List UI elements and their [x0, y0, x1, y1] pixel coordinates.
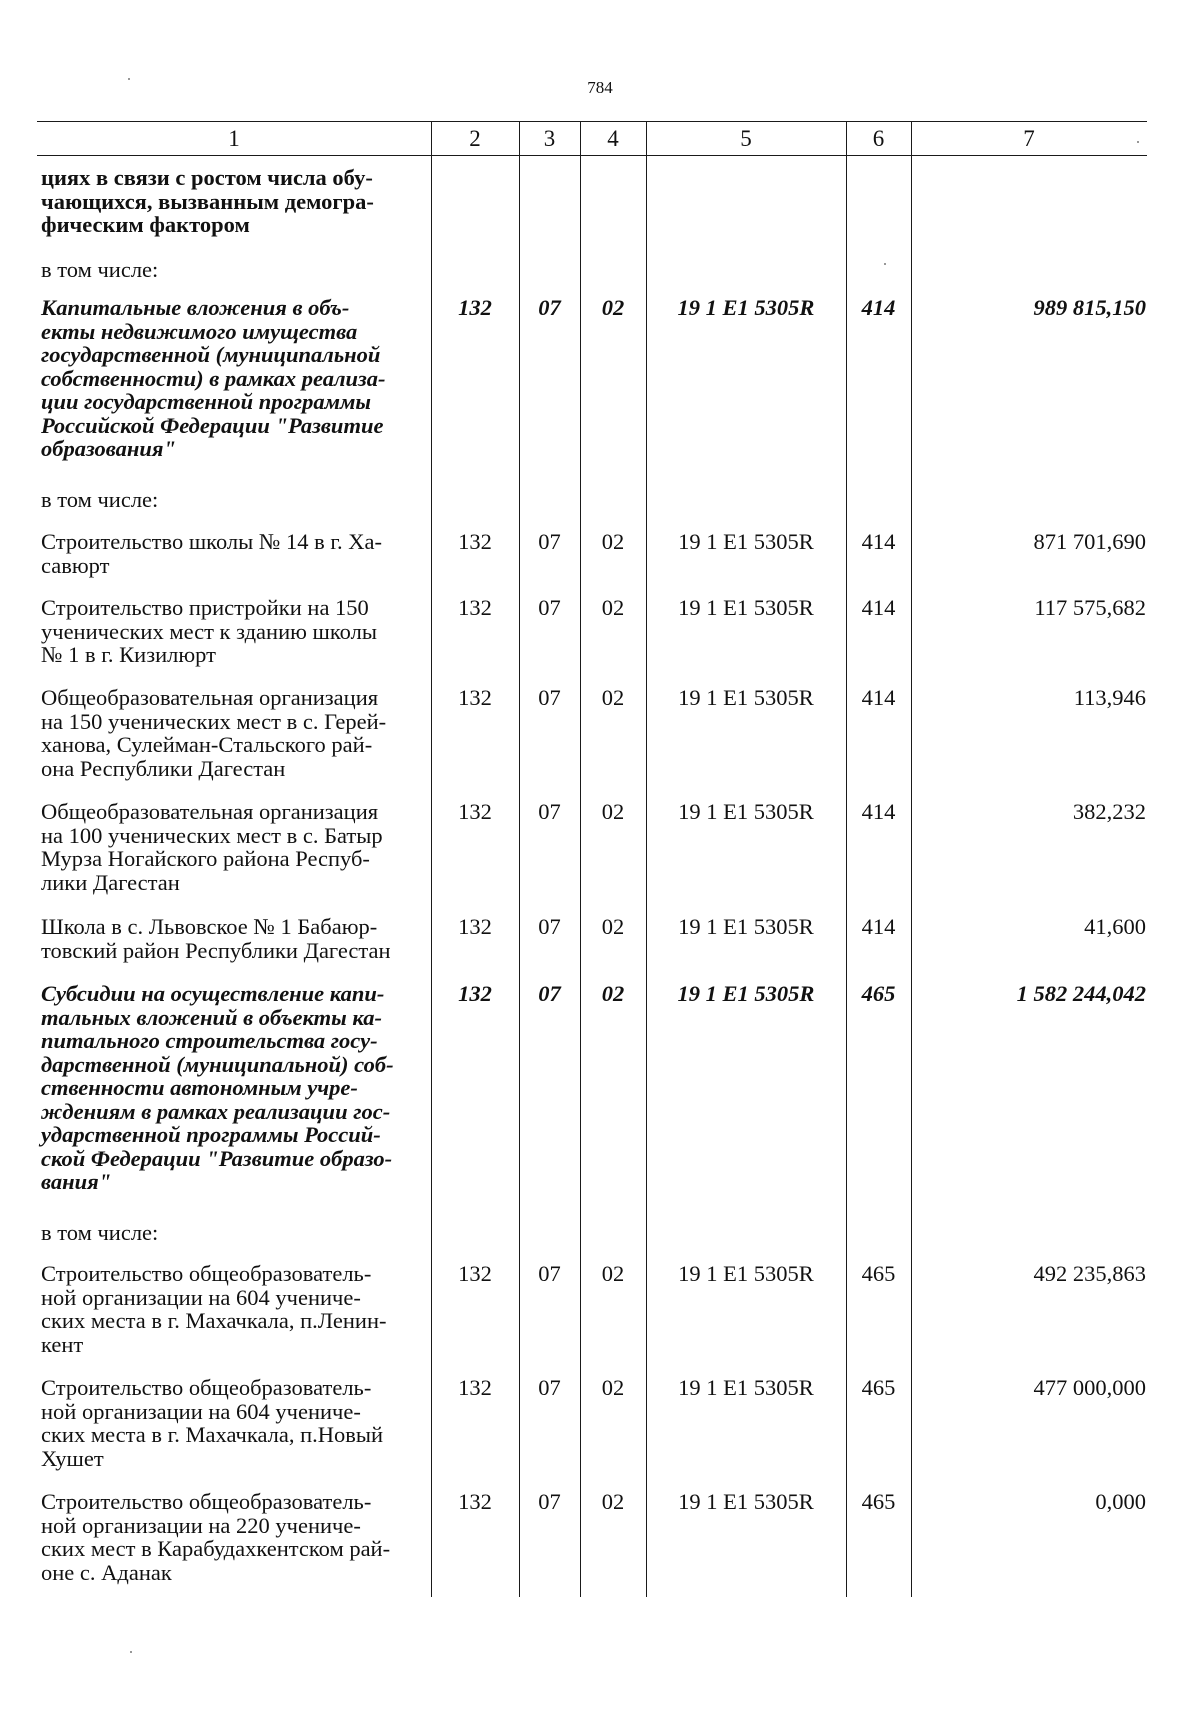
cell-ministry: 132 [458, 914, 492, 939]
text-line: Строительство общеобразователь- [41, 1375, 372, 1400]
page-number: 784 [587, 78, 613, 97]
cell-amount: 41,600 [1084, 914, 1146, 939]
header-bottom-rule [37, 155, 1147, 156]
scan-speck [884, 263, 886, 265]
text-line: ждениям в рамках реализации гос- [41, 1098, 391, 1124]
text-line: она Республики Дагестан [41, 755, 286, 781]
row-description [41, 800, 426, 894]
row-description [41, 915, 426, 962]
cell-subsection: 02 [601, 799, 625, 824]
cell-expense-type: 414 [861, 799, 896, 824]
text-line: Российской Федерации "Развитие [41, 412, 384, 438]
text-line: ученических мест к зданию школы [41, 618, 377, 644]
text-line: Общеобразовательная организация [41, 685, 379, 710]
text-line: ственности автономным учре- [41, 1075, 358, 1100]
text-line: ной организации на 604 учениче- [41, 1284, 361, 1310]
scan-speck [130, 1651, 132, 1653]
cell-ministry: 132 [458, 981, 492, 1006]
text-line: екты недвижимого имущества [41, 318, 358, 344]
cell-amount: 382,232 [1072, 799, 1146, 824]
text-line: ских мест в Карабудахкентском рай- [41, 1536, 391, 1561]
row-description [41, 530, 426, 577]
cell-subsection: 02 [601, 1489, 625, 1514]
cell-expense-type: 414 [861, 685, 896, 710]
cell-expense-type: 465 [861, 1489, 896, 1514]
cell-ministry: 132 [458, 595, 492, 620]
cell-target-article: 19 1 E1 5305R [678, 529, 814, 554]
in-number-label: в том числе: [41, 487, 159, 512]
row-description [41, 1262, 426, 1356]
cell-expense-type: 465 [861, 981, 896, 1006]
text-line: Субсидии на осуществление капи- [41, 981, 385, 1006]
text-line: вания" [41, 1169, 112, 1194]
cell-subsection: 02 [601, 981, 625, 1006]
column-header: 6 [872, 126, 885, 151]
cell-target-article: 19 1 E1 5305R [678, 1375, 814, 1400]
text-line: ских места в г. Махачкала, п.Ленин- [41, 1308, 387, 1333]
text-line: Капитальные вложения в объ- [41, 295, 350, 320]
cell-amount: 477 000,000 [1033, 1375, 1146, 1400]
text-line: собственности) в рамках реализа- [41, 365, 386, 391]
text-line: дарственной (муниципальной) соб- [41, 1051, 394, 1077]
cell-section: 07 [538, 1261, 561, 1286]
text-line: циях в связи с ростом числа обу- [41, 165, 373, 190]
row-description [41, 1376, 426, 1470]
text-line: на 100 ученических мест в с. Батыр [41, 822, 383, 848]
cell-section: 07 [538, 799, 561, 824]
text-line: Строительство общеобразователь- [41, 1261, 372, 1286]
row-description [41, 982, 426, 1194]
cell-amount: 871 701,690 [1033, 529, 1146, 554]
text-line: Строительство школы № 14 в г. Ха- [41, 529, 383, 554]
text-line: ции государственной программы [41, 389, 372, 414]
text-line: Мурза Ногайского района Респуб- [41, 846, 370, 871]
text-line: № 1 в г. Кизилюрт [41, 642, 216, 667]
text-line: оне с. Аданак [41, 1559, 172, 1585]
text-line: Общеобразовательная организация [41, 799, 379, 824]
cell-ministry: 132 [458, 1261, 492, 1286]
cell-expense-type: 414 [861, 295, 896, 320]
text-line: Хушет [41, 1445, 104, 1471]
column-header: 1 [228, 126, 240, 151]
cell-target-article: 19 1 E1 5305R [678, 1261, 814, 1286]
text-line: Строительство общеобразователь- [41, 1489, 372, 1514]
cell-amount: 113,946 [1073, 685, 1146, 710]
cell-section: 07 [538, 981, 561, 1006]
text-line: образования" [41, 436, 176, 461]
cell-amount: 1 582 244,042 [1016, 981, 1146, 1006]
cell-amount: 989 815,150 [1033, 295, 1146, 320]
cell-ministry: 132 [458, 1489, 492, 1514]
text-line: чающихся, вызванным демогра- [41, 188, 374, 214]
cell-target-article: 19 1 E1 5305R [677, 981, 815, 1006]
cell-section: 07 [538, 295, 561, 320]
column-header: 5 [740, 126, 752, 151]
text-line: ских места в г. Махачкала, п.Новый [41, 1422, 384, 1447]
cell-target-article: 19 1 E1 5305R [678, 685, 814, 710]
cell-section: 07 [538, 685, 561, 710]
cell-ministry: 132 [458, 799, 492, 824]
cell-target-article: 19 1 E1 5305R [678, 1489, 814, 1514]
text-line: Строительство пристройки на 150 [41, 595, 369, 620]
cell-amount: 492 235,863 [1033, 1261, 1146, 1286]
cell-subsection: 02 [601, 685, 625, 710]
cell-subsection: 02 [601, 595, 625, 620]
cell-target-article: 19 1 E1 5305R [678, 595, 814, 620]
cell-amount: 0,000 [1095, 1489, 1146, 1514]
table-top-rule [37, 121, 1147, 122]
cell-expense-type: 465 [861, 1261, 896, 1286]
scan-speck [128, 78, 130, 80]
text-line: савюрт [41, 552, 110, 578]
text-line: питального строительства госу- [41, 1028, 378, 1053]
cell-expense-type: 465 [861, 1375, 896, 1400]
text-line: ной организации на 220 учениче- [41, 1512, 361, 1538]
cell-amount: 117 575,682 [1034, 595, 1146, 620]
text-line: ударственной программы Россий- [41, 1122, 381, 1147]
text-line: на 150 ученических мест в с. Герей- [41, 708, 387, 734]
cell-expense-type: 414 [861, 529, 896, 554]
cell-section: 07 [538, 1489, 561, 1514]
text-line: товский район Республики Дагестан [41, 937, 391, 963]
cell-subsection: 02 [601, 914, 625, 939]
text-line: кент [41, 1331, 84, 1357]
cell-target-article: 19 1 E1 5305R [677, 295, 815, 320]
text-line: ской Федерации "Развитие образо- [41, 1145, 393, 1171]
cell-ministry: 132 [458, 295, 492, 320]
cell-subsection: 02 [601, 529, 625, 554]
cell-section: 07 [538, 914, 561, 939]
column-header: 7 [1023, 126, 1035, 151]
in-number-label: в том числе: [41, 1220, 159, 1245]
cell-subsection: 02 [601, 1375, 625, 1400]
cell-ministry: 132 [458, 1375, 492, 1400]
cell-subsection: 02 [601, 295, 625, 320]
cell-ministry: 132 [458, 685, 492, 710]
cell-target-article: 19 1 E1 5305R [678, 799, 814, 824]
text-line: лики Дагестан [41, 869, 180, 895]
column-header: 4 [607, 126, 619, 151]
in-number-label: в том числе: [41, 257, 159, 282]
text-line: ной организации на 604 учениче- [41, 1398, 361, 1424]
column-header: 3 [543, 126, 556, 151]
cell-expense-type: 414 [861, 914, 896, 939]
cell-section: 07 [538, 595, 561, 620]
row-description [41, 1490, 426, 1584]
row-description [41, 596, 426, 667]
cell-section: 07 [538, 529, 561, 554]
cell-target-article: 19 1 E1 5305R [678, 914, 814, 939]
row-description [41, 296, 426, 461]
text-line: Школа в с. Львовское № 1 Бабаюр- [41, 914, 378, 939]
scan-speck [1137, 141, 1139, 143]
cell-subsection: 02 [601, 1261, 625, 1286]
text-line: государственной (муниципальной [41, 342, 381, 367]
text-line: фическим фактором [41, 212, 250, 237]
row-description [41, 686, 426, 780]
text-line: ханова, Сулейман-Стальского рай- [41, 732, 373, 757]
cell-ministry: 132 [458, 529, 492, 554]
cell-expense-type: 414 [861, 595, 896, 620]
continuation-text [41, 166, 426, 237]
cell-section: 07 [538, 1375, 561, 1400]
column-header: 2 [469, 126, 481, 151]
text-line: тальных вложений в объекты ка- [41, 1004, 382, 1030]
